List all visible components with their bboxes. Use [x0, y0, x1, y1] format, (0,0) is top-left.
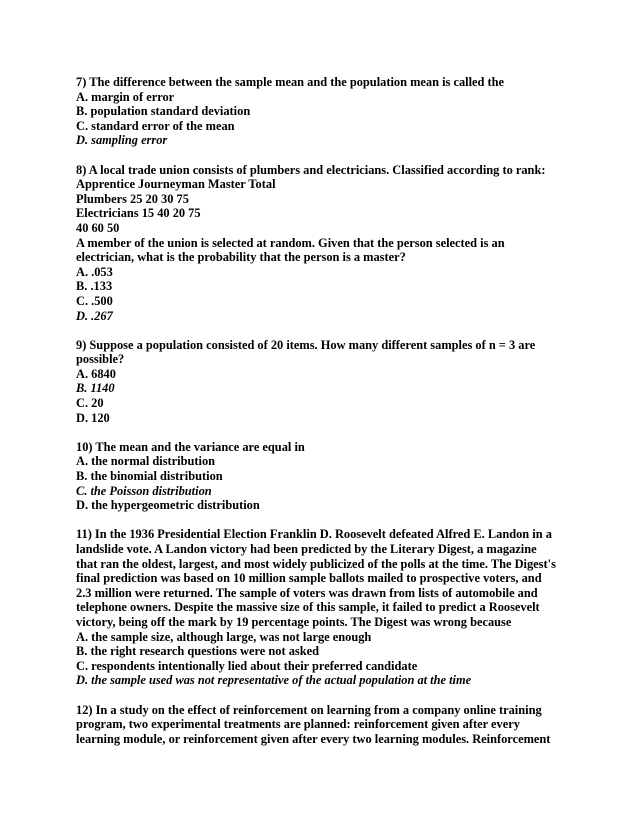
correct-answer: D. .267 [76, 308, 113, 323]
question-stem: 10) The mean and the variance are equal in [76, 439, 305, 454]
question-text: A member of the union is selected at random. Given that the person selected is an [76, 235, 505, 250]
option-a: A. the normal distribution [76, 454, 216, 469]
question-7 [76, 75, 566, 148]
option-a: A. margin of error [76, 89, 175, 104]
question-text: that ran the oldest, largest, and most widely publicized of the polls at the time. The Digest's [76, 556, 556, 571]
option-d: D. 120 [76, 410, 110, 425]
option-a: A. .053 [76, 264, 113, 279]
option-c: C. 20 [76, 396, 104, 411]
correct-answer: B. 1140 [76, 381, 115, 396]
table-row-electricians: Electricians 15 40 20 75 [76, 206, 201, 221]
option-b: B. population standard deviation [76, 104, 251, 119]
question-stem: 9) Suppose a population consisted of 20 items. How many different samples of n = 3 are [76, 337, 536, 352]
question-text: possible? [76, 352, 125, 367]
table-header-row: Apprentice Journeyman Master Total [76, 177, 276, 192]
question-stem: 11) In the 1936 Presidential Election Franklin D. Roosevelt defeated Alfred E. Landon in a [76, 527, 552, 542]
question-9 [76, 338, 566, 426]
table-row-totals: 40 60 50 [76, 220, 120, 235]
question-text: landslide vote. A Landon victory had been predicted by the Literary Digest, a magazine [76, 542, 537, 556]
table-row-plumbers: Plumbers 25 20 30 75 [76, 191, 189, 206]
question-text: learning module, or reinforcement given after every two learning modules. Reinforcement [76, 731, 551, 746]
question-8 [76, 163, 566, 324]
option-b: B. .133 [76, 279, 113, 294]
question-text: victory, being off the mark by 19 percentage points. The Digest was wrong because [76, 614, 512, 629]
correct-answer: D. sampling error [76, 133, 168, 148]
question-10 [76, 440, 566, 513]
document-page [76, 75, 566, 761]
option-b: B. the binomial distribution [76, 469, 223, 484]
question-12 [76, 703, 566, 747]
option-a: A. 6840 [76, 366, 116, 381]
question-text: telephone owners. Despite the massive size of this sample, it failed to predict a Roosevelt [76, 600, 540, 615]
question-stem: 8) A local trade union consists of plumbers and electricians. Classified according to rank: [76, 162, 546, 177]
option-c: C. respondents intentionally lied about their preferred candidate [76, 658, 418, 673]
option-d: D. the hypergeometric distribution [76, 498, 260, 513]
question-text: program, two experimental treatments are planned: reinforcement given after every [76, 717, 520, 732]
correct-answer: D. the sample used was not representative of the actual population at the time [76, 673, 472, 688]
question-text: electrician, what is the probability that the person is a master? [76, 250, 406, 265]
question-stem: 12) In a study on the effect of reinforcement on learning from a company online training [76, 702, 542, 717]
question-text: 2.3 million were returned. The sample of voters was drawn from lists of automobile and [76, 585, 538, 600]
question-11 [76, 527, 566, 688]
option-c: C. standard error of the mean [76, 118, 235, 133]
option-c: C. .500 [76, 293, 113, 308]
question-text: final prediction was based on 10 million sample ballots mailed to prospective voters, and [76, 571, 542, 586]
option-b: B. the right research questions were not asked [76, 644, 319, 659]
option-a: A. the sample size, although large, was not large enough [76, 629, 372, 644]
question-stem: 7) The difference between the sample mean and the population mean is called the [76, 75, 505, 89]
correct-answer: C. the Poisson distribution [76, 483, 212, 498]
